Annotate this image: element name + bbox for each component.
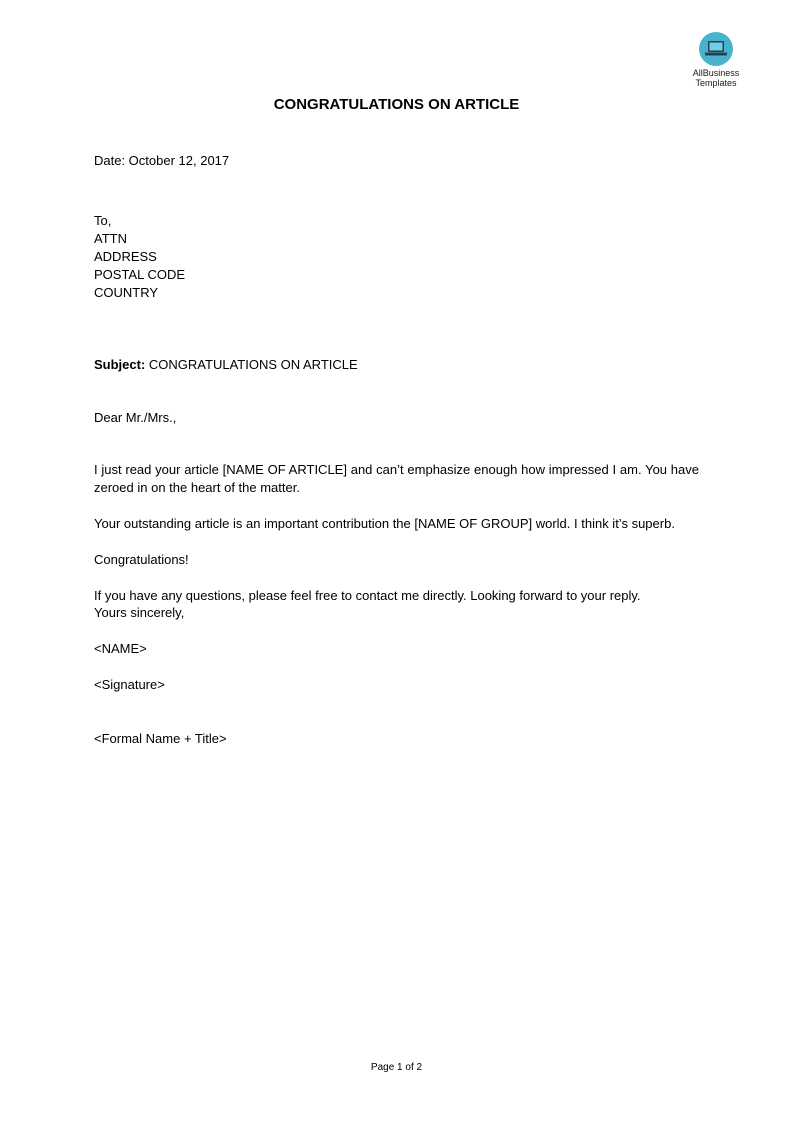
laptop-icon	[699, 32, 733, 66]
address-to: To,	[94, 213, 112, 228]
subject-text: CONGRATULATIONS ON ARTICLE	[148, 357, 358, 372]
formal-name-title: <Formal Name + Title>	[94, 731, 227, 746]
closing: Yours sincerely,	[94, 605, 185, 620]
logo-text-line2: Templates	[695, 78, 737, 88]
address-postal-code: POSTAL CODE	[94, 267, 186, 282]
address-street: ADDRESS	[94, 249, 157, 264]
body-paragraph-3: Congratulations!	[94, 552, 189, 567]
body-paragraph-4: If you have any questions, please feel free to contact me directly. Looking forward to your reply.	[94, 588, 641, 603]
brand-logo	[680, 32, 752, 88]
address-country: COUNTRY	[94, 285, 159, 300]
subject-line	[94, 356, 358, 374]
logo-text-line1: AllBusiness	[692, 68, 740, 78]
letter-date: Date: October 12, 2017	[94, 153, 230, 168]
address-attn: ATTN	[94, 231, 127, 246]
subject-label: Subject:	[94, 357, 146, 372]
body-paragraph-2: Your outstanding article is an important contribution the [NAME OF GROUP] world. I think it’s superb.	[94, 516, 675, 531]
body-paragraph-1: I just read your article [NAME OF ARTICLE] and can’t emphasize enough how impressed I am. You have zeroed in on the heart of the matter.	[94, 462, 699, 495]
page-number: Page 1 of 2	[370, 1062, 423, 1073]
signature-placeholder: <Signature>	[94, 677, 165, 692]
document-title: CONGRATULATIONS ON ARTICLE	[273, 96, 520, 113]
recipient-address-block	[94, 212, 185, 302]
salutation: Dear Mr./Mrs.,	[94, 410, 177, 425]
sender-name: <NAME>	[94, 641, 147, 656]
